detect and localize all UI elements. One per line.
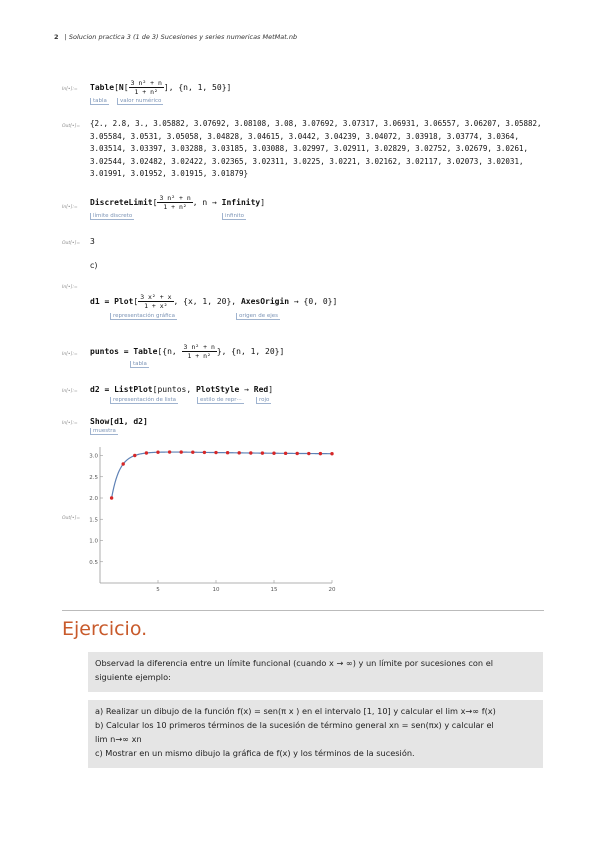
data-point — [145, 451, 148, 454]
data-point — [261, 451, 264, 454]
x-tick-label: 10 — [212, 587, 220, 593]
listplot-input-cell[interactable] — [90, 385, 273, 394]
x-tick-label: 5 — [156, 587, 160, 593]
assign-lhs: d2 = — [90, 385, 115, 394]
x-tick-label: 20 — [328, 587, 336, 593]
data-point — [156, 451, 159, 454]
y-tick-label: 1.5 — [89, 517, 98, 524]
y-tick-label: 3.0 — [89, 453, 98, 460]
section-divider — [62, 610, 544, 611]
table-output: {2., 2.8, 3., 3.05882, 3.07692, 3.08108, 3.08, 3.07692, 3.07317, 3.06931, 3.06557, 3.06207, 3.05882, 3.05584, 3.0531, 3.05058, 3.04828, 3.04615, 3.0442, 3.04239, 3.04072, 3.03918, 3.03774, 3.0364, 3.03514, 3.03397, 3.03288, 3.03185, 3.03088, 3.02997, 3.02911, 3.02829, 3.02752, 3.02679, 3.0261, 3.02544, 3.02482, 3.02422, 3.02365, 3.02311, 3.0225, 3.0221, 3.02162, 3.02117, 3.02073, 3.02031, 3.01991, 3.01952, 3.01915, 3.01879} — [90, 119, 542, 178]
data-point — [272, 452, 275, 455]
func-name: DiscreteLimit — [90, 198, 153, 207]
show-code: Show[d1, d2] — [90, 417, 148, 426]
input-label: In[•]:= — [62, 352, 78, 357]
data-point — [191, 451, 194, 454]
intro-line-2: siguiente ejemplo: — [95, 672, 171, 682]
data-point — [284, 452, 287, 455]
denominator: 1 + x² — [144, 302, 168, 310]
hint-estilo-de-repr: estilo de repr··· — [197, 397, 244, 404]
task-b-line1: b) Calcular los 10 primeros términos de la sucesión de término general xn = sen(πx) y calcular el — [95, 720, 494, 730]
data-point — [226, 451, 229, 454]
input-label: In[•]:= — [62, 389, 78, 394]
data-point — [214, 451, 217, 454]
combined-plot — [86, 443, 336, 595]
color-red: Red — [253, 385, 269, 394]
task-b-line2: lim n→∞ xn — [95, 734, 142, 744]
task-a: a) Realizar un dibujo de la función f(x) = sen(π x ) en el intervalo [1, 10] y calcular el lim x→∞ f(x) — [95, 706, 496, 716]
input-label: In[•]:= — [62, 285, 78, 290]
fraction — [138, 293, 173, 310]
plot-input-cell[interactable] — [90, 293, 337, 310]
hint-muestra: muestra — [90, 428, 118, 435]
func-name: Table — [133, 347, 158, 356]
task-c: c) Mostrar en un mismo dibujo la gráfica de f(x) y los términos de la sucesión. — [95, 748, 415, 758]
intro-line-1: Observad la diferencia entre un límite funcional (cuando x → ∞) y un límite por sucesiones con el — [95, 658, 494, 668]
bracket: ] — [268, 385, 274, 394]
output-label: Out[•]= — [62, 516, 81, 521]
fraction — [129, 79, 164, 96]
assign-lhs: d1 = — [90, 297, 115, 306]
output-label: Out[•]= — [62, 124, 81, 129]
numerator: 3 n² + n — [183, 343, 215, 351]
denominator: 1 + n² — [134, 88, 158, 96]
option-name: AxesOrigin — [240, 297, 290, 306]
func-name: ListPlot — [114, 385, 153, 394]
page-header — [54, 33, 297, 41]
data-point — [122, 462, 125, 465]
code-rest: [puntos, — [152, 385, 196, 394]
points-input-cell[interactable] — [90, 343, 284, 360]
output-label: Out[•]= — [62, 241, 81, 246]
hint-representacion-de-lista: representación de lista — [110, 397, 178, 404]
hint-tabla: tabla — [90, 98, 109, 105]
hint-limite-discreto: límite discreto — [90, 213, 134, 220]
hint-tabla: tabla — [130, 361, 149, 368]
function-curve — [112, 452, 332, 498]
data-point — [133, 454, 136, 457]
hint-origen-de-ejes: origen de ejes — [236, 313, 280, 320]
input-label: In[•]:= — [62, 87, 78, 92]
show-input-cell[interactable] — [90, 417, 148, 426]
numerator: 3 n² + n — [130, 79, 162, 87]
part-c-label: c) — [90, 261, 98, 270]
bracket: [ — [114, 83, 119, 92]
notebook-title: Solucion practica 3 (1 de 3) Sucesiones y series numericas MetMat.nb — [68, 33, 298, 41]
code-rest: , {x, 1, 20}, — [173, 297, 241, 306]
y-tick-label: 2.0 — [89, 496, 98, 502]
bracket: [ — [133, 297, 139, 306]
data-point — [168, 450, 171, 453]
func-name: Table — [90, 83, 115, 92]
y-tick-label: 1.0 — [89, 538, 98, 545]
data-point — [296, 452, 299, 455]
code-rest: }, {n, 1, 20}] — [216, 347, 285, 356]
numerator: 3 x² + x — [140, 293, 172, 301]
limit-output: 3 — [90, 237, 95, 246]
data-point — [110, 496, 113, 499]
bracket: [ — [152, 198, 158, 207]
table-input-cell[interactable] — [90, 79, 231, 96]
code-rest: ], {n, 1, 50}] — [163, 83, 232, 92]
data-point — [238, 451, 241, 454]
header-separator: | — [64, 33, 67, 41]
code-rest: → {0, 0}] — [289, 297, 338, 306]
fraction — [182, 343, 217, 360]
data-point — [330, 452, 333, 455]
hint-infinito: infinito — [222, 213, 246, 220]
func-name: Plot — [114, 297, 134, 306]
plot-axes — [89, 447, 336, 593]
infinity-symbol: Infinity — [221, 198, 261, 207]
denominator: 1 + n² — [163, 203, 187, 211]
data-point — [249, 451, 252, 454]
numerator: 3 n² + n — [159, 194, 191, 202]
data-point — [180, 450, 183, 453]
fraction — [157, 194, 192, 211]
denominator: 1 + n² — [187, 352, 211, 360]
data-point — [203, 451, 206, 454]
x-tick-label: 15 — [270, 587, 278, 593]
exercise-intro-box — [88, 652, 543, 692]
input-label: In[•]:= — [62, 205, 78, 210]
hint-valor-numerico: valor numérico — [117, 98, 163, 105]
func-name-n: N — [118, 83, 124, 92]
input-label: In[•]:= — [62, 421, 78, 426]
plot-marks — [110, 450, 334, 499]
hint-representacion-grafica: representación gráfica — [110, 313, 177, 320]
limit-input-cell[interactable] — [90, 194, 265, 211]
data-point — [319, 452, 322, 455]
code-rest: → — [239, 385, 254, 394]
y-tick-label: 2.5 — [89, 474, 98, 481]
code-rest: , n → — [192, 198, 222, 207]
data-point — [307, 452, 310, 455]
y-tick-label: 0.5 — [89, 559, 98, 566]
code-rest: [{n, — [157, 347, 182, 356]
exercise-title: Ejercicio. — [62, 618, 148, 640]
hint-rojo: rojo — [256, 397, 271, 404]
exercise-tasks-box — [88, 700, 543, 768]
bracket: ] — [260, 198, 266, 207]
page-number: 2 — [54, 33, 59, 41]
bracket: [ — [123, 83, 129, 92]
assign-lhs: puntos = — [90, 347, 134, 356]
option-name: PlotStyle — [195, 385, 240, 394]
